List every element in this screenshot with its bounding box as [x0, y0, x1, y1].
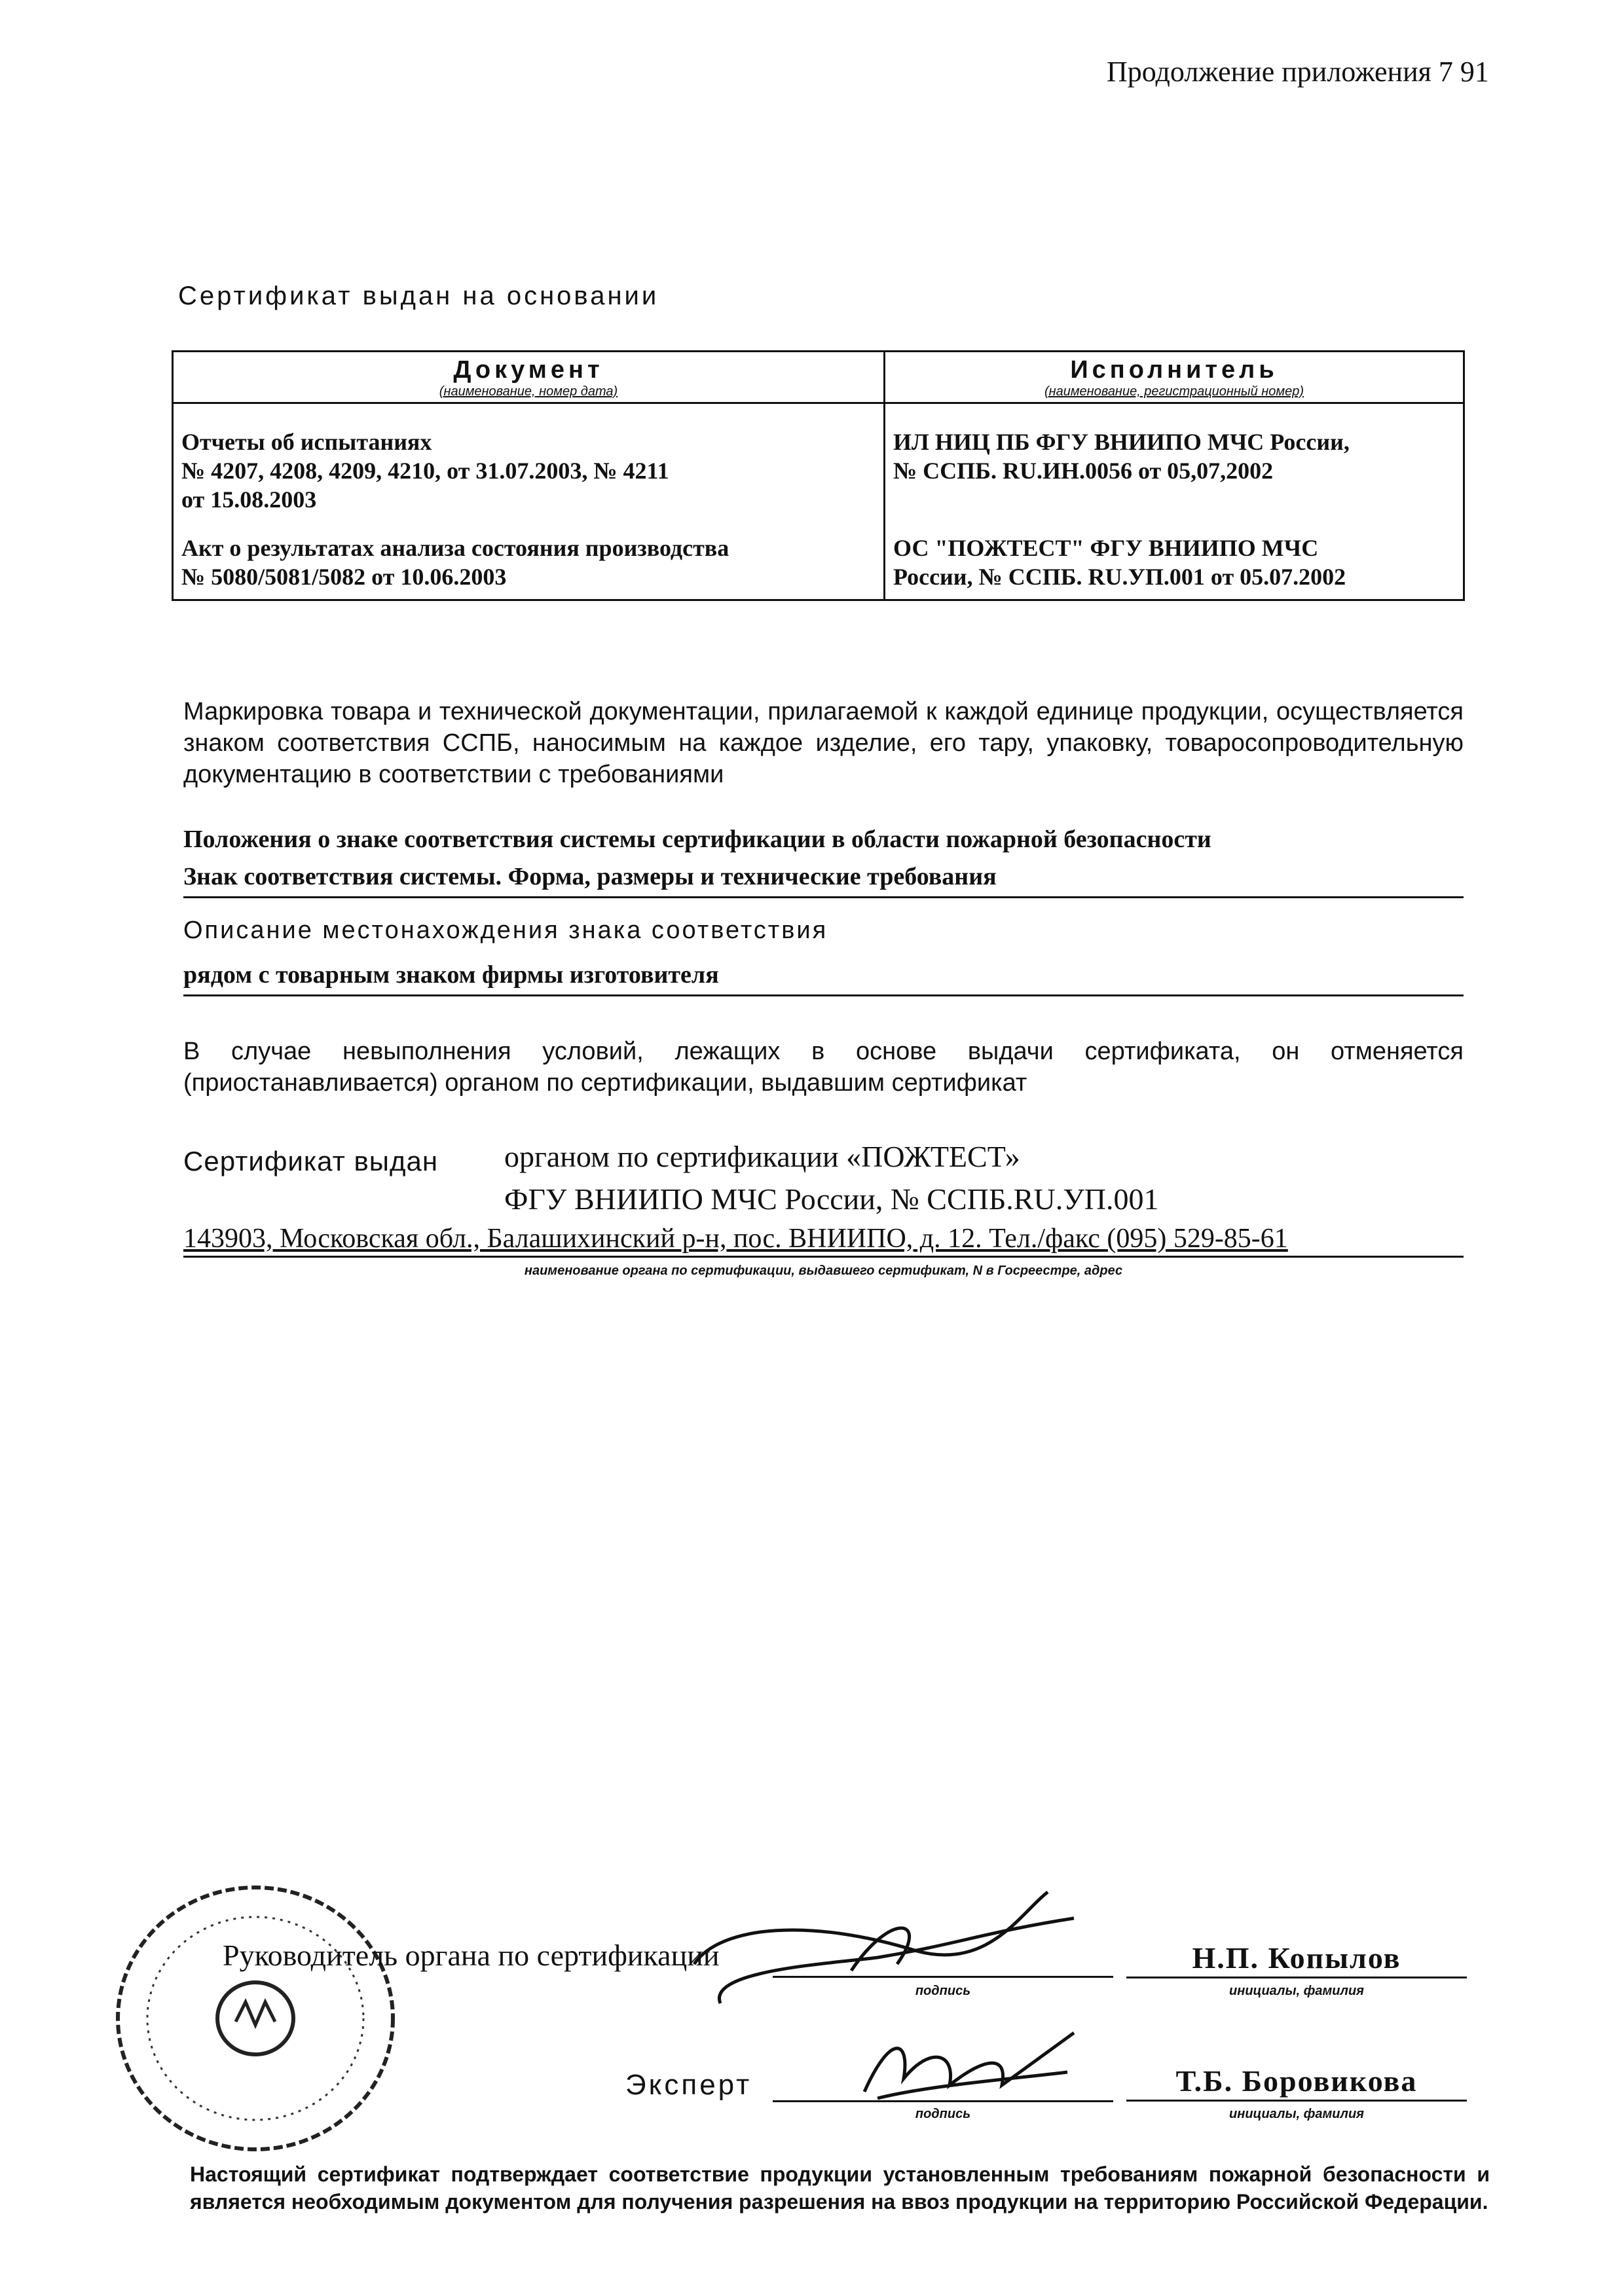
marking-requirement-line-1: Положения о знаке соответствия системы сертификации в области пожарной безопасности — [183, 826, 1211, 853]
document-column-header — [173, 352, 885, 403]
table-row — [173, 514, 1464, 600]
executor-line: № ССПБ. RU.ИН.0056 от 05,07,2002 — [893, 458, 1274, 484]
issuer-caption: наименование органа по сертификации, выдавшего сертификат, N в Госреестре, адрес — [524, 1264, 1123, 1278]
head-name-caption: инициалы, фамилия — [1229, 1984, 1364, 1998]
executor-line: ОС "ПОЖТЕСТ" ФГУ ВНИИПО МЧС — [893, 535, 1319, 561]
marking-requirement-line-2: Знак соответствия системы. Форма, размеры и технические требования — [183, 861, 1464, 898]
certificate-footer-note: Настоящий сертификат подтверждает соответствие продукции установленным требованиям пожарной безопасности и является необходимым документом для получения разрешения на ввоз продукции на территорию Российской Федерации. — [190, 2162, 1490, 2214]
expert-name: Т.Б. Боровикова — [1126, 2064, 1467, 2102]
document-column-subtitle: (наименование, номер дата) — [439, 384, 618, 399]
basis-table — [172, 350, 1465, 601]
table-cell-document — [173, 514, 885, 600]
executor-column-header — [885, 352, 1464, 403]
marking-paragraph: Маркировка товара и технической документации, прилагаемой к каждой единице продукции, осуществляется знаком соответствия ССПБ, наносимым на каждое изделие, его тару, упаковку, товаросопроводительную документацию в соответствии с требованиями — [183, 698, 1464, 788]
executor-column-title: Исполнитель — [1070, 356, 1278, 384]
table-cell-executor — [885, 403, 1464, 515]
issued-org-line-1: органом по сертификации «ПОЖТЕСТ» — [504, 1140, 1020, 1173]
location-value: рядом с товарным знаком фирмы изготовителя — [183, 959, 1464, 996]
head-label: Руководитель органа по сертификации — [223, 1939, 720, 1972]
expert-signature — [851, 2020, 1087, 2111]
table-cell-executor — [885, 514, 1464, 600]
table-row — [173, 403, 1464, 515]
issued-org-line-2: ФГУ ВНИИПО МЧС России, № ССПБ.RU.УП.001 — [504, 1182, 1159, 1216]
expert-name-caption: инициалы, фамилия — [1229, 2107, 1364, 2121]
document-line: № 4207, 4208, 4209, 4210, от 31.07.2003, № 4211 — [181, 458, 669, 484]
executor-column-subtitle: (наименование, регистрационный номер) — [1044, 384, 1304, 399]
document-line: № 5080/5081/5082 от 10.06.2003 — [181, 564, 507, 590]
basis-label: Сертификат выдан на основании — [178, 282, 659, 310]
executor-line: России, № ССПБ. RU.УП.001 от 05.07.2002 — [893, 564, 1346, 590]
expert-label: Эксперт — [625, 2069, 752, 2101]
basis-table-header — [173, 352, 1464, 403]
expert-signature-caption: подпись — [915, 2107, 971, 2121]
document-column-title: Документ — [453, 356, 604, 384]
executor-line: ИЛ НИЦ ПБ ФГУ ВНИИПО МЧС России, — [893, 429, 1350, 455]
cancel-notice: В случае невыполнения условий, лежащих в основе выдачи сертификата, он отменяется (приостанавливается) органом по сертификации, выдавшим сертификат — [183, 1038, 1464, 1097]
issued-label: Сертификат выдан — [183, 1146, 439, 1176]
location-label: Описание местонахождения знака соответствия — [183, 917, 828, 944]
issuer-address: 143903, Московская обл., Балашихинский р-н, пос. ВНИИПО, д. 12. Тел./факс (095) 529-85-61 — [183, 1223, 1464, 1258]
document-line: Акт о результатах анализа состояния производства — [181, 535, 729, 561]
head-name: Н.П. Копылов — [1126, 1941, 1467, 1978]
document-line: Отчеты об испытаниях — [181, 429, 432, 455]
table-cell-document — [173, 403, 885, 515]
document-line: от 15.08.2003 — [181, 486, 317, 513]
head-signature-caption: подпись — [915, 1984, 971, 1998]
head-signature — [681, 1872, 1087, 2023]
seal-stamp — [105, 1878, 406, 2159]
page-header: Продолжение приложения 7 91 — [1107, 56, 1489, 88]
